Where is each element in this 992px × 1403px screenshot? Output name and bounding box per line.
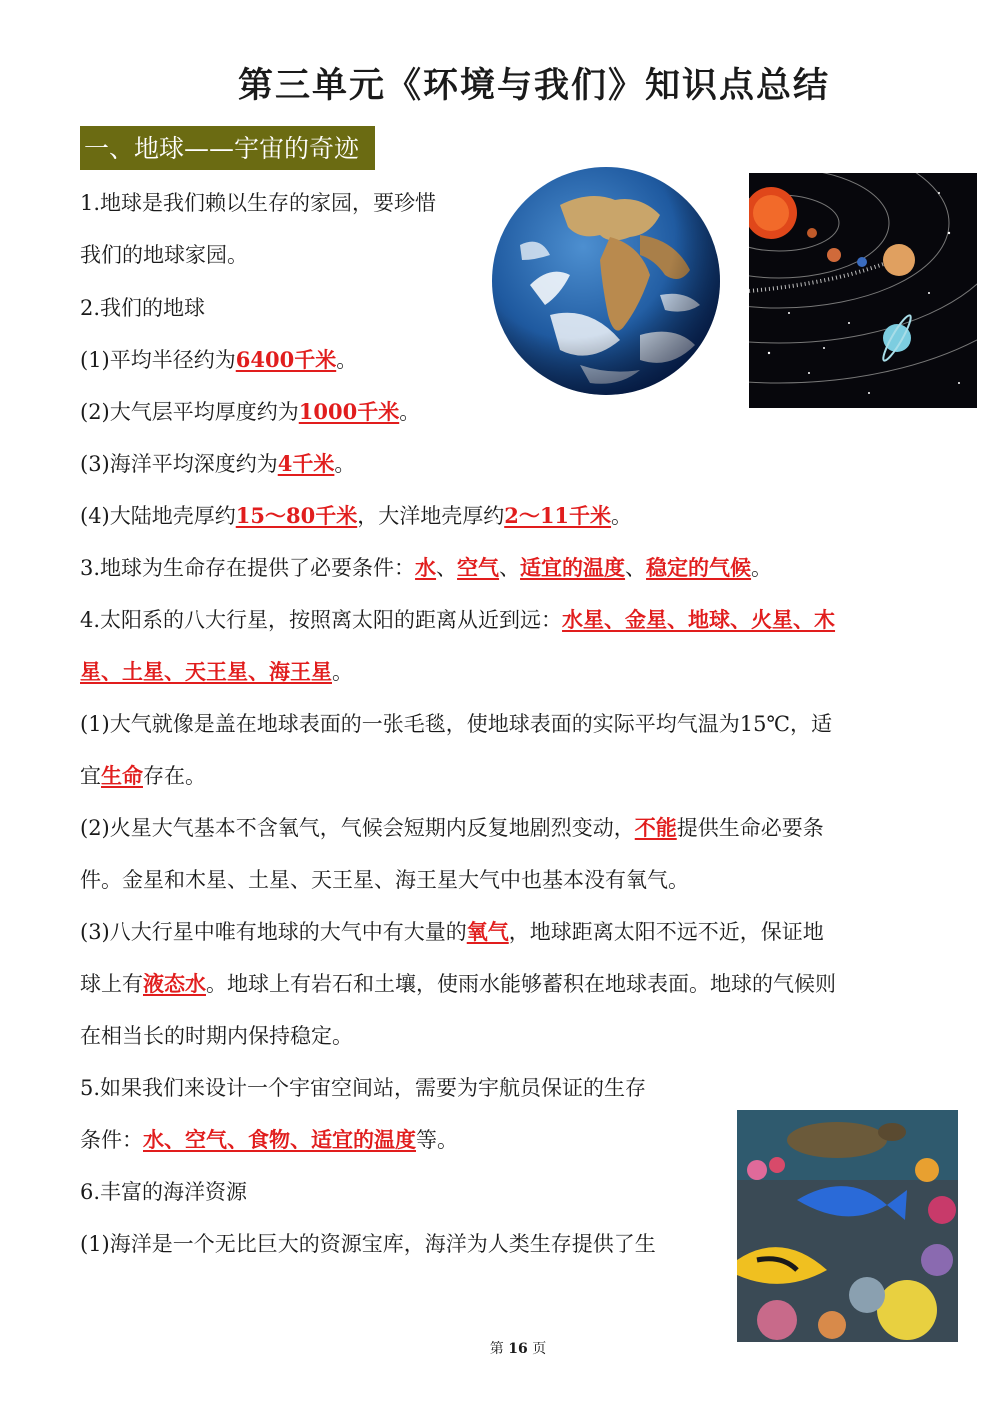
body-text: ，大洋地壳厚约 (357, 504, 505, 528)
highlight-text: 水星、金星、地球、火星、木 (562, 607, 836, 632)
text-line (80, 1229, 656, 1259)
text-line (80, 501, 632, 531)
body-text: (3)八大行星中唯有地球的大气中有大量的 (80, 920, 467, 944)
body-text: (1)大气就像是盖在地球表面的一张毛毯，使地球表面的实际平均气温为15℃，适 (80, 712, 832, 736)
text-line (80, 345, 357, 375)
body-text: 2.我们的地球 (80, 296, 206, 320)
earth-image (490, 165, 722, 397)
text-line (80, 240, 248, 270)
highlight-text: 水 (415, 555, 437, 580)
text-line (80, 969, 836, 999)
highlight-text: 水、空气、食物、适宜的温度 (143, 1127, 416, 1152)
page-number: 16 (508, 1341, 528, 1357)
body-text: 。 (334, 452, 356, 476)
footer-suffix: 页 (532, 1341, 547, 1357)
body-text: 我们的地球家园。 (80, 243, 248, 267)
text-line (80, 188, 436, 218)
body-text: 宜 (80, 764, 101, 788)
text-line (80, 657, 353, 687)
text-line (80, 1125, 458, 1155)
body-text: 6.丰富的海洋资源 (80, 1180, 248, 1204)
page-footer (0, 1338, 992, 1358)
ocean-reef-image (737, 1110, 958, 1342)
body-text: 、 (499, 556, 521, 580)
text-line (80, 1021, 353, 1051)
text-line (80, 293, 205, 323)
body-text: 条件： (80, 1128, 143, 1152)
body-text: (1)海洋是一个无比巨大的资源宝库，海洋为人类生存提供了生 (80, 1232, 656, 1256)
body-text: (2)火星大气基本不含氧气，气候会短期内反复地剧烈变动， (80, 816, 635, 840)
body-text: 在相当长的时期内保持稳定。 (80, 1024, 353, 1048)
body-text: 存在。 (143, 764, 206, 788)
footer-prefix: 第 (489, 1341, 504, 1357)
body-text: 件。金星和木星、土星、天王星、海王星大气中也基本没有氧气。 (80, 868, 689, 892)
highlight-text: 稳定的气候 (646, 555, 752, 580)
body-text: ，地球距离太阳不远不近，保证地 (508, 920, 824, 944)
text-line (80, 1073, 646, 1103)
highlight-text: 生命 (101, 763, 143, 788)
body-text: (4)大陆地壳厚约 (80, 504, 236, 528)
highlight-text: 氧气 (466, 919, 509, 944)
body-text: 。 (336, 348, 358, 372)
highlight-text: 6400千米 (235, 347, 337, 372)
body-text: (3)海洋平均深度约为 (80, 452, 278, 476)
body-text: 。 (611, 504, 633, 528)
text-line (80, 709, 832, 739)
text-line (80, 397, 420, 427)
text-line (80, 865, 689, 895)
body-text: 球上有 (80, 972, 143, 996)
text-line (80, 813, 824, 843)
text-line (80, 761, 206, 791)
body-text: 。 (399, 400, 421, 424)
text-line (80, 553, 772, 583)
highlight-text: 星、土星、天王星、海王星 (80, 659, 332, 684)
body-text: 4.太阳系的八大行星，按照离太阳的距离从近到远： (80, 608, 563, 632)
highlight-text: 适宜的温度 (520, 555, 626, 580)
highlight-text: 15～80千米 (235, 503, 358, 528)
text-line (80, 917, 824, 947)
body-text: 等。 (416, 1128, 458, 1152)
body-text: (1)平均半径约为 (80, 348, 236, 372)
text-line (80, 449, 355, 479)
page-title: 第三单元《环境与我们》知识点总结 (237, 66, 830, 106)
body-text: 、 (625, 556, 647, 580)
body-text: 3.地球为生命存在提供了必要条件： (80, 556, 416, 580)
highlight-text: 空气 (457, 555, 500, 580)
body-text: 提供生命必要条 (676, 816, 824, 840)
body-text: 。 (332, 660, 353, 684)
section-heading: 一、地球——宇宙的奇迹 (80, 126, 375, 170)
highlight-text: 液态水 (143, 971, 206, 996)
highlight-text: 1000千米 (298, 399, 400, 424)
body-text: 1.地球是我们赖以生存的家园，要珍惜 (80, 191, 437, 215)
body-text: (2)大气层平均厚度约为 (80, 400, 299, 424)
highlight-text: 4千米 (277, 451, 335, 476)
body-text: 。 (751, 556, 773, 580)
body-text: 、 (436, 556, 458, 580)
highlight-text: 不能 (634, 815, 677, 840)
body-text: 。地球上有岩石和土壤，使雨水能够蓄积在地球表面。地球的气候则 (206, 972, 836, 996)
text-line (80, 605, 835, 635)
body-text: 5.如果我们来设计一个宇宙空间站，需要为宇航员保证的生存 (80, 1076, 647, 1100)
solar-system-image (749, 173, 977, 408)
highlight-text: 2～11千米 (504, 503, 612, 528)
text-line (80, 1177, 247, 1207)
